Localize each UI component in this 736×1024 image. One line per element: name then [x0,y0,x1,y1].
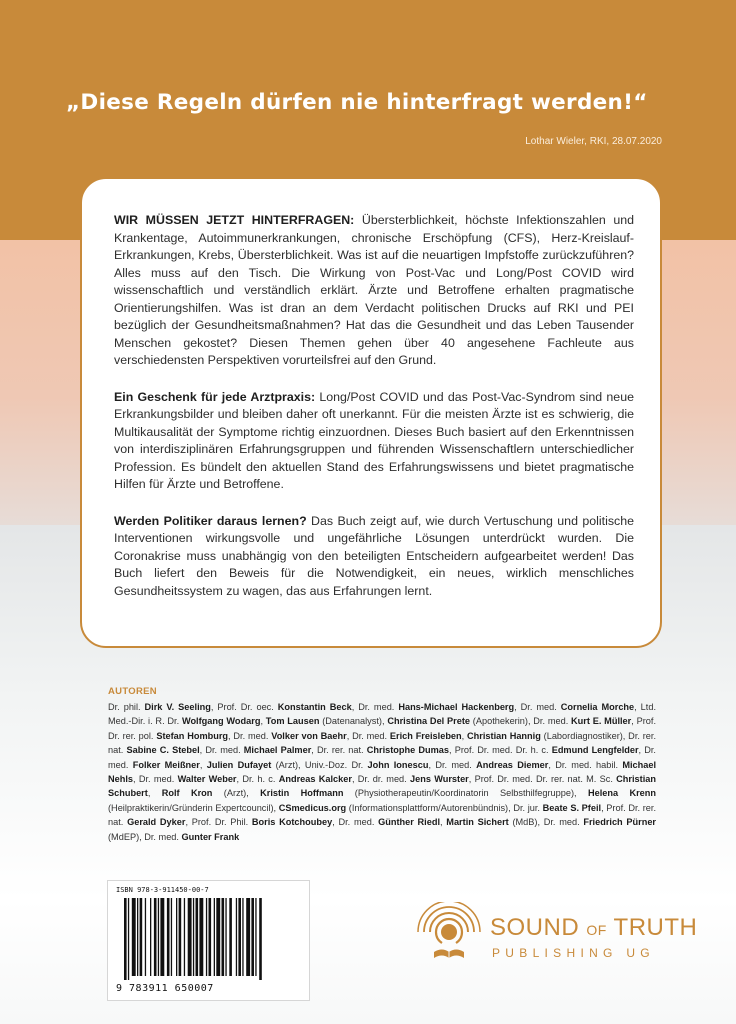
author-name: Gunter Frank [181,831,240,842]
barcode-bar [184,898,185,976]
author-title: , Prof. Dr. rer. nat. [108,802,656,828]
author-title: (Physiotherapeutin/Koordinatorin Selbsthilfegruppe), [343,788,588,799]
paragraph-body: Das Buch zeigt auf, wie durch Vertuschung und politische Interventionen wirkungsvolle und ungefährliche Lösungen unterdrückt wurden. Die Coronakrise muss unabhängig von den beteiligten Entscheidern aufgearbeitet werden! Das Buch liefert den Beweis für die Notwendigkeit, ein neues, wirklich menschliches Gesundheitssystem zu wagen, das aus Erfahrungen lernt. [114,513,634,598]
author-title: , Dr. med. habil. [548,759,623,770]
author-name: John Ionescu [367,759,429,770]
publisher-name [490,914,697,942]
author-title: (Labordiagnostiker), Dr. rer. nat. [108,730,657,756]
isbn-label: ISBN 978-3-911450-00-7 [116,886,209,894]
author-title: (Arzt), [212,788,261,799]
barcode-bar [251,898,254,976]
barcode-bar [214,898,215,976]
quote-attribution: Lothar Wieler, RKI, 28.07.2020 [525,136,662,147]
publisher-subtitle: PUBLISHING UG [492,946,655,960]
barcode-bar [255,898,256,976]
paragraph-lead: WIR MÜSSEN JETZT HINTERFRAGEN: [114,213,355,227]
author-title: , Dr. med. [428,759,477,770]
author-name: Christina Del Prete [387,716,471,727]
author-name: Michael Nehls [108,759,657,785]
author-title: , Dr. med. [199,745,244,756]
author-title: , Prof. Dr. med. Dr. h. c. [449,745,552,756]
barcode-bar [242,898,243,976]
author-name: Friedrich Pürner [583,817,657,828]
author-title: (Arzt), Univ.-Doz. Dr. [271,759,368,770]
barcode-bar [199,898,203,976]
author-name: Cornelia Morche [560,702,635,712]
author-name: Dirk V. Seeling [144,702,211,712]
author-name: Konstantin Beck [277,702,352,712]
barcode-bar [246,898,250,976]
barcode-bar [154,898,157,976]
barcode-bar [179,898,182,976]
author-name: Helena Krenn [587,788,656,799]
barcode-bar [167,898,170,976]
barcode-bar [176,898,177,976]
barcode-bar [137,898,138,976]
barcode-bar [145,898,146,976]
author-name: Volker von Baehr [271,730,347,741]
barcode-bar [128,898,129,980]
publisher-logo [412,902,698,972]
description-card [80,177,662,648]
author-name: Hans-Michael Hackenberg [398,702,515,712]
author-title: , [440,817,447,828]
author-name: Martin Sichert [446,817,509,828]
author-title: , Ltd. Med.-Dir. i. R. Dr. [108,702,657,727]
author-title: , Prof. Dr. oec. [210,702,278,712]
author-name: Tom Lausen [265,716,320,727]
author-title: , Dr. med. [332,817,379,828]
author-title: , [199,759,207,770]
author-title: , Dr. dr. med. [351,774,410,785]
author-name: Stefan Homburg [156,730,229,741]
barcode-bar [188,898,192,976]
author-name: Boris Kotchoubey [251,817,333,828]
author-name: Julien Dufayet [206,759,272,770]
author-name: Gerald Dyker [127,817,186,828]
author-name: Andreas Kalcker [278,774,352,785]
barcode-bar [216,898,220,976]
barcode-bar [171,898,172,976]
paragraph-lead: Werden Politiker daraus lernen? [114,513,307,528]
publisher-name-part2: TRUTH [613,914,698,941]
barcode-bar [124,898,127,980]
author-name: Kristin Hoffmann [260,788,344,799]
author-name: Rolf Kron [161,788,213,799]
paragraph-hinterfragen [114,212,634,370]
author-title: , Prof. Dr. rer. pol. [108,716,656,741]
publisher-name-part1: SOUND [490,914,580,941]
author-title: (Apothekerin), Dr. med. [470,716,572,727]
author-name: Beate S. Pfeil [542,802,602,813]
barcode-bar [238,898,241,976]
barcode-bar [206,898,207,976]
paragraph-body: Übersterblichkeit, höchste Infektionszahlen und Krankentage, Autoimmunerkrankungen, chronische Erschöpfung (CFS), Herz-Kreislauf-Erkrankungen, Krebs, Übersterblichkeit. Was ist auf die neuartigen Impfstoffe zurückzuführen? Alles muss auf den Tisch. Die Wirkung von Post-Vac und Long/Post COVID wird wissenschaftlich und verständlich erklärt. Ärzte und Betroffene erhalten pragmatische Orientierungshilfen. Was ist dran an dem Verdacht politischen Drucks auf RKI und PEI bezüglich der Gesundheitsmaßnahmen? Hat das die Gesundheit und das Leben Tausender Menschen gekostet? Diesen Themen gehen über 40 angesehene Fachleute aus verschiedensten Perspektiven vorurteilsfrei auf den Grund. [114,213,634,367]
author-name: CSmedicus.org [278,802,347,813]
author-title: Dr. phil. [108,702,145,712]
barcode-bar [140,898,143,976]
author-name: Kurt E. Müller [571,716,632,727]
author-name: Folker Meißner [132,759,200,770]
barcode-bar [196,898,199,976]
author-name: Christophe Dumas [366,745,450,756]
barcode-bar [150,898,151,976]
author-name: Walter Weber [177,774,237,785]
author-title: , Dr. med. [514,702,561,712]
author-title: , [461,730,468,741]
author-name: Andreas Diemer [476,759,549,770]
author-title: , Dr. med. [346,730,390,741]
author-title: (Heilpraktikerin/Gründerin Expertcouncil), [108,802,279,813]
author-name: Christian Schubert [108,774,656,799]
barcode-bar [222,898,225,976]
paragraph-arztpraxis [114,389,634,494]
author-name: Sabine C. Stebel [126,745,200,756]
author-title: , Dr. h. c. [236,774,279,785]
author-title: , [147,788,162,799]
authors-section [108,686,656,844]
authors-list [108,700,656,844]
author-title: (Datenanalyst), [319,716,388,727]
barcode-bar [158,898,159,976]
author-title: , Dr. med. [351,702,399,712]
author-title: , [260,716,266,727]
author-name: Wolfgang Wodarg [181,716,261,727]
author-title: (Informationsplattform/Autorenbündnis), Dr. jur. [346,802,543,813]
paragraph-lead: Ein Geschenk für jede Arztpraxis: [114,389,316,404]
author-title: (MdEP), Dr. med. [108,831,182,842]
author-title: (MdB), Dr. med. [508,817,584,828]
author-name: Jens Wurster [410,774,469,785]
author-name: Edmund Lengfelder [551,745,639,756]
author-title: , Dr. med. [108,745,656,770]
author-name: Christian Hannig [467,730,541,741]
paragraph-body: Long/Post COVID und das Post-Vac-Syndrom sind neue Erkrankungsbilder und bleiben daher oft unerkannt. Für die meisten Ärzte ist es schwierig, die Multikausalität der Symptome richtig einzuordnen. Dieses Buch basiert auf den Erkenntnissen von interdisziplinären Erfahrungsgruppen und führenden Wissenschaftlern unterschiedlicher Profession. Es bündelt den aktuellen Stand des Erfahrungswissens und bietet pragmatische Hilfen für Ärzte und Betroffene. [114,389,634,491]
barcode-bar [225,898,226,976]
author-title: , Dr. med. [228,730,272,741]
author-name: Erich Freisleben [389,730,462,741]
barcode-bar [160,898,164,976]
barcode-bar [259,898,262,980]
authors-heading: AUTOREN [108,686,157,697]
barcode-bar [209,898,212,976]
paragraph-politiker [114,513,634,601]
publisher-name-of: OF [586,922,607,938]
barcode-bar [132,898,136,976]
author-title: , Prof. Dr. Phil. [185,817,252,828]
isbn-barcode [107,880,310,1001]
barcode-bar [229,898,232,976]
author-name: Günther Riedl [378,817,441,828]
author-title: , Dr. rer. nat. [311,745,367,756]
barcode-bar [193,898,194,976]
author-title: , Dr. med. [133,774,178,785]
barcode-digits: 9 783911 650007 [116,983,214,994]
author-title: , Prof. Dr. med. Dr. rer. nat. M. Sc. [468,774,617,785]
barcode-bars [124,898,296,980]
headline-quote: „Diese Regeln dürfen nie hinterfragt werden!“ [66,90,648,115]
barcode-bar [236,898,237,976]
author-name: Michael Palmer [243,745,312,756]
sound-waves-book-icon [412,902,486,972]
